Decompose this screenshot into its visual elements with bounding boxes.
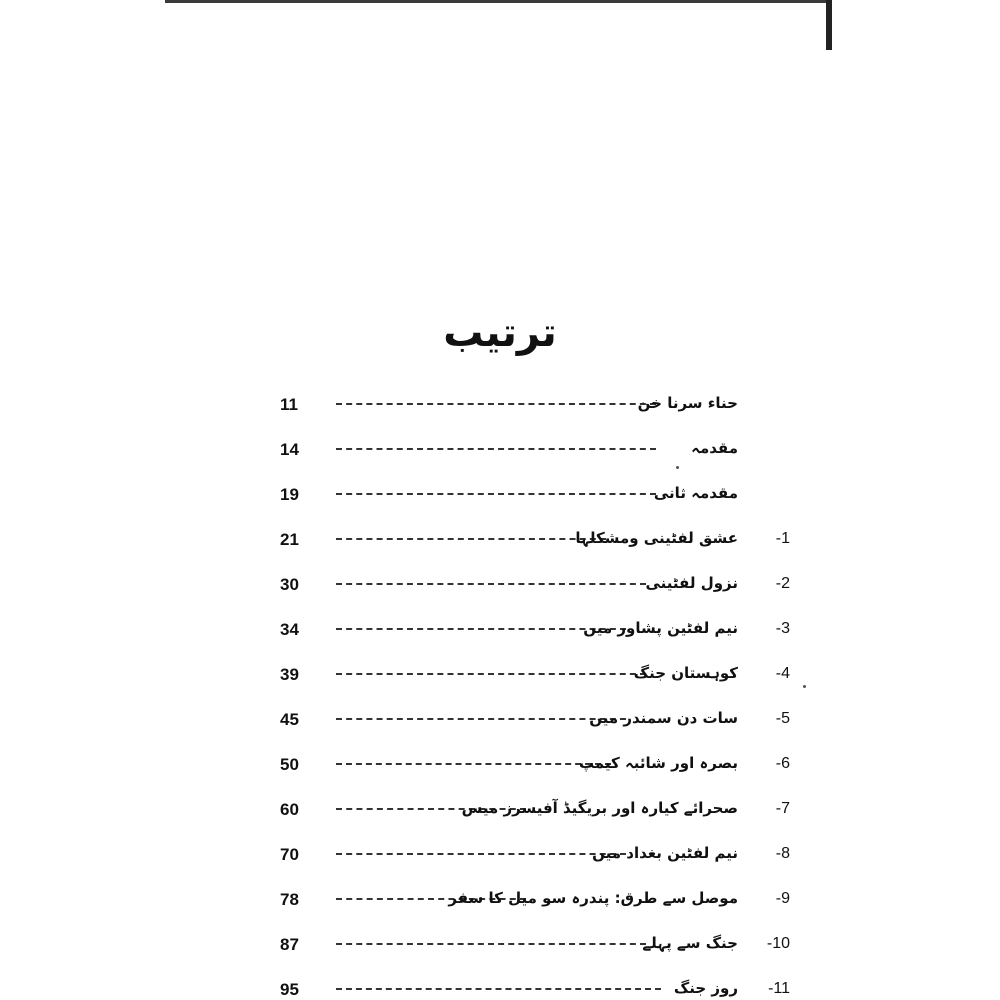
toc-entry-title: کوہستان جنگ	[633, 664, 738, 682]
toc-entry	[280, 705, 790, 745]
toc-entry	[280, 435, 790, 475]
scan-speck	[803, 685, 806, 688]
toc-entry-index: -3	[775, 620, 790, 637]
toc-entry-title: صحرائے کیارہ اور بریگیڈ آفیسرز میس	[461, 799, 738, 817]
toc-page-number: 87	[280, 935, 299, 954]
toc-leader	[336, 538, 606, 540]
toc-entry-index: -7	[775, 800, 790, 817]
toc-entry-title: نزول لفٹینی	[645, 574, 738, 592]
toc-page-number: 45	[280, 710, 299, 729]
toc-entry	[280, 840, 790, 880]
toc-heading: ترتیب	[443, 310, 557, 356]
toc-entry	[280, 390, 790, 430]
toc-entry-index: -4	[775, 665, 790, 682]
toc-entry-title: سات دن سمندر میں	[589, 709, 738, 727]
toc-page-number: 34	[280, 620, 299, 639]
toc-page-number: 30	[280, 575, 299, 594]
toc-page-number: 39	[280, 665, 299, 684]
toc-leader	[336, 763, 611, 765]
toc-page-number: 21	[280, 530, 299, 549]
toc-entry	[280, 930, 790, 970]
toc-entry-title: حناء سرنا خن	[637, 394, 738, 412]
toc-leader	[336, 718, 626, 720]
toc-page-number: 70	[280, 845, 299, 864]
toc-entry	[280, 570, 790, 610]
toc-entry	[280, 885, 790, 925]
toc-entry-title: موصل سے طرق: پندرہ سو میل کا سفر	[448, 889, 738, 907]
toc-entry-title: روز جنگ	[673, 979, 738, 997]
toc-entry	[280, 660, 790, 700]
scan-edge-mark	[826, 0, 832, 50]
toc-entry-index: -8	[775, 845, 790, 862]
toc-entry	[280, 750, 790, 790]
toc-entry-index: -2	[775, 575, 790, 592]
toc-entry-index: -1	[775, 530, 790, 547]
toc-entry	[280, 480, 790, 520]
toc-page-number: 60	[280, 800, 299, 819]
toc-entry-index: -5	[775, 710, 790, 727]
toc-page-number: 11	[280, 395, 298, 414]
toc-leader	[336, 583, 646, 585]
toc-entry-title: بصرہ اور شائبہ کیمپ	[578, 754, 738, 772]
toc-entry-index: -6	[775, 755, 790, 772]
toc-entry-title: عشق لفٹینی ومشکلہا	[575, 529, 738, 547]
toc-page-number: 19	[280, 485, 299, 504]
toc-leader	[336, 403, 656, 405]
toc-entry-index: -11	[768, 980, 790, 997]
toc-leader	[336, 448, 656, 450]
toc-page-number: 95	[280, 980, 299, 999]
toc-entry	[280, 525, 790, 565]
toc-leader	[336, 493, 656, 495]
toc-entry	[280, 615, 790, 655]
toc-entry-title: نیم لفٹین بغداد میں	[592, 844, 738, 862]
toc-page-number: 50	[280, 755, 299, 774]
toc-leader	[336, 943, 646, 945]
table-of-contents	[280, 390, 790, 1000]
toc-leader	[336, 673, 646, 675]
toc-entry-title: مقدمہ ثانی	[653, 484, 738, 502]
toc-entry-index: -10	[766, 935, 790, 952]
page-top-edge	[165, 0, 827, 3]
toc-leader	[336, 853, 626, 855]
toc-entry	[280, 795, 790, 835]
toc-entry-title: مقدمہ	[691, 439, 738, 457]
toc-entry-title: جنگ سے پہلے	[642, 934, 738, 952]
toc-entry-title: نیم لفٹین پشاور میں	[583, 619, 738, 637]
toc-leader	[336, 988, 661, 990]
toc-page-number: 14	[280, 440, 299, 459]
toc-entry-index: -9	[775, 890, 790, 907]
toc-entry	[280, 975, 790, 1000]
toc-page-number: 78	[280, 890, 299, 909]
